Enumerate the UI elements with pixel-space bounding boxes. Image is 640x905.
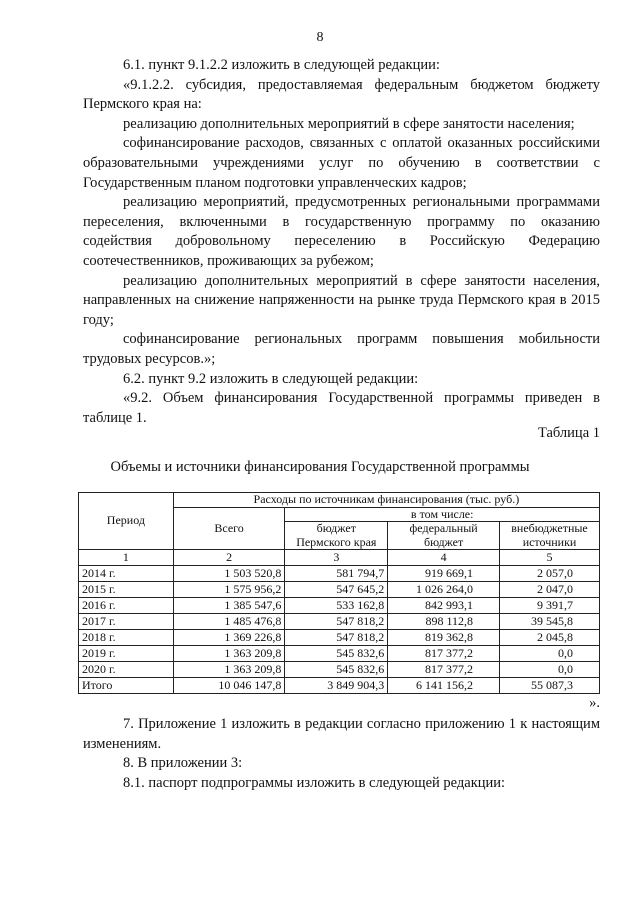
table-row — [79, 598, 600, 614]
cell-total: 1 575 956,2 — [173, 582, 285, 598]
cell-off-budget: 55 087,3 — [500, 678, 600, 694]
cell-federal: 817 377,2 — [388, 646, 500, 662]
cell-total: 1 363 209,8 — [173, 646, 285, 662]
header-off-budget: внебюджетные источники — [500, 522, 600, 550]
cell-regional: 3 849 904,3 — [285, 678, 388, 694]
table-row — [79, 630, 600, 646]
cell-federal: 819 362,8 — [388, 630, 500, 646]
cell-federal: 817 377,2 — [388, 662, 500, 678]
paragraph-6-2: 6.2. пункт 9.2 изложить в следующей редакции: — [123, 370, 419, 387]
table-label: Таблица 1 — [537, 425, 600, 441]
cell-federal: 898 112,8 — [388, 614, 500, 630]
cell-federal: 919 669,1 — [388, 566, 500, 582]
column-number: 2 — [173, 550, 285, 566]
cell-period: 2019 г. — [79, 646, 174, 662]
column-number: 5 — [500, 550, 600, 566]
table-row — [79, 646, 600, 662]
cell-federal: 6 141 156,2 — [388, 678, 500, 694]
header-expenses: Расходы по источникам финансирования (тыс. руб.) — [173, 493, 599, 508]
paragraph-6-1: 6.1. пункт 9.1.2.2 изложить в следующей редакции: — [123, 57, 440, 73]
paragraph-item-2: софинансирование расходов, связанных с оплатой оказанных российскими образовательными учреждениями услуг по обучению в соответствии с Государственным планом подготовки управленческих кадров; — [83, 135, 600, 191]
cell-period: 2020 г. — [79, 662, 174, 678]
cell-total: 1 369 226,8 — [173, 630, 285, 646]
header-regional-budget: бюджет Пермского края — [285, 522, 388, 550]
table-row — [79, 614, 600, 630]
header-federal-budget: федеральный бюджет — [388, 522, 500, 550]
body-text-upper — [83, 56, 600, 428]
paragraph-9-2: «9.2. Объем финансирования Государственной программы приведен в таблице 1. — [83, 390, 600, 426]
paragraph-8: 8. В приложении 3: — [123, 755, 243, 772]
cell-period: Итого — [79, 678, 174, 694]
cell-regional: 547 645,2 — [285, 582, 388, 598]
cell-regional: 533 162,8 — [285, 598, 388, 614]
paragraph-item-3: реализацию мероприятий, предусмотренных региональными программами переселения, включенными в государственную программу по оказанию содействия добровольному переселению в Российскую Федерацию соотечественников, проживающих за рубежом; — [83, 194, 600, 269]
paragraph-9-1-2-2: «9.1.2.2. субсидия, предоставляемая федеральным бюджетом бюджету Пермского края на: — [83, 76, 600, 113]
paragraph-7: 7. Приложение 1 изложить в редакции согласно приложению 1 к настоящим изменениям. — [83, 716, 600, 752]
cell-regional: 545 832,6 — [285, 646, 388, 662]
cell-regional: 547 818,2 — [285, 630, 388, 646]
cell-total: 1 385 547,6 — [173, 598, 285, 614]
header-including: в том числе: — [285, 507, 600, 522]
cell-period: 2016 г. — [79, 598, 174, 614]
cell-off-budget: 39 545,8 — [500, 614, 600, 630]
column-number: 1 — [79, 550, 174, 566]
page-number: 8 — [316, 30, 324, 45]
cell-off-budget: 0,0 — [500, 646, 600, 662]
cell-off-budget: 9 391,7 — [500, 598, 600, 614]
column-number: 4 — [388, 550, 500, 566]
cell-period: 2015 г. — [79, 582, 174, 598]
cell-off-budget: 2 045,8 — [500, 630, 600, 646]
column-number: 3 — [285, 550, 388, 566]
cell-period: 2018 г. — [79, 630, 174, 646]
cell-regional: 581 794,7 — [285, 566, 388, 582]
table-row — [79, 582, 600, 598]
cell-federal: 1 026 264,0 — [388, 582, 500, 598]
paragraph-item-1: реализацию дополнительных мероприятий в сфере занятости населения; — [123, 115, 575, 132]
cell-federal: 842 993,1 — [388, 598, 500, 614]
table-row-total — [79, 678, 600, 694]
paragraph-item-5: софинансирование региональных программ повышения мобильности трудовых ресурсов.»; — [83, 331, 600, 367]
paragraph-8-1: 8.1. паспорт подпрограммы изложить в следующей редакции: — [123, 774, 506, 791]
cell-total: 1 503 520,8 — [173, 566, 285, 582]
closing-quote-mark: ». — [589, 695, 600, 711]
header-total: Всего — [173, 507, 285, 550]
body-text-lower — [83, 715, 600, 793]
cell-off-budget: 2 057,0 — [500, 566, 600, 582]
table-row — [79, 662, 600, 678]
table-title: Объемы и источники финансирования Государственной программы — [110, 459, 530, 475]
cell-total: 1 363 209,8 — [173, 662, 285, 678]
cell-total: 1 485 476,8 — [173, 614, 285, 630]
financing-table — [78, 492, 600, 694]
cell-total: 10 046 147,8 — [173, 678, 285, 694]
paragraph-item-4: реализацию дополнительных мероприятий в сфере занятости населения, направленных на снижение напряженности на рынке труда Пермского края в 2015 году; — [83, 272, 600, 328]
table-row — [79, 566, 600, 582]
cell-period: 2017 г. — [79, 614, 174, 630]
cell-regional: 545 832,6 — [285, 662, 388, 678]
cell-off-budget: 2 047,0 — [500, 582, 600, 598]
cell-regional: 547 818,2 — [285, 614, 388, 630]
cell-off-budget: 0,0 — [500, 662, 600, 678]
header-period: Период — [79, 493, 174, 550]
cell-period: 2014 г. — [79, 566, 174, 582]
